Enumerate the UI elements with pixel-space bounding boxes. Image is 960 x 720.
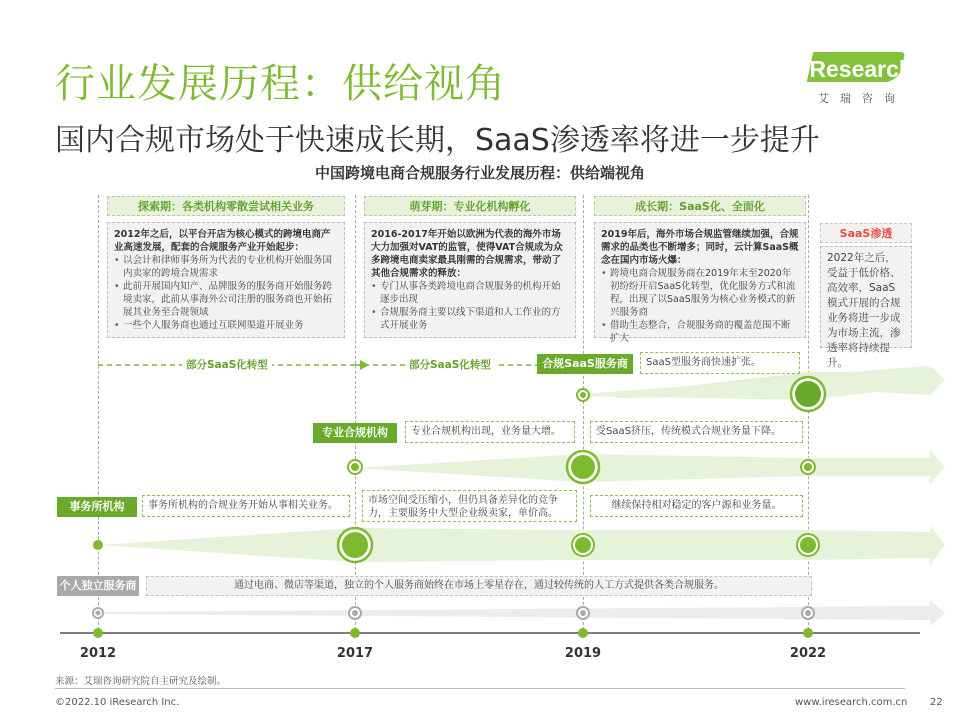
row-label-individual: 个人独立服务商: [57, 576, 139, 596]
note-firm-start: 事务所机构的合规业务开始从事相关业务。: [142, 495, 350, 517]
note-professional-decline: 受SaaS挤压，传统模式合规业务量下降。: [590, 421, 803, 443]
phase-bullet: • 以会计和律师事务所为代表的专业机构开始服务国内卖家的跨境合规需求: [114, 254, 338, 280]
row-label-saas-provider: 合规SaaS服务商: [537, 354, 633, 374]
copyright: ©2022.10 iResearch Inc.: [55, 697, 180, 708]
saas-penetration-label: SaaS渗透: [820, 223, 912, 243]
page-title: 行业发展历程：供给视角: [55, 61, 506, 107]
logo-text: iResearch: [803, 56, 913, 82]
saas-transition-label-2: 部分SaaS化转型: [405, 357, 495, 372]
phase-bullet: • 合规服务商主要以线下渠道和人工作业的方式开展业务: [371, 306, 569, 332]
band-professional: [355, 450, 945, 484]
phase-label-growth: 成长期：SaaS化、全面化: [594, 196, 806, 216]
year-label-2012: 2012: [79, 646, 117, 661]
axis-dot-2017: [350, 628, 360, 638]
phase-intro: 2019年后，海外市场合规监管继续加强，合规需求的品类也不断增多；同时，云计算SaaS概念在国内市场火爆：: [601, 229, 799, 266]
phase-intro: 2012年之后，以平台开店为核心模式的跨境电商产业高速发展，配套的合规服务产业开始起步：: [114, 229, 331, 253]
firm-dot-2012: [93, 540, 103, 550]
note-firm-compressed: 市场空间受压缩小，但仍具备差异化的竞争力，主要服务中大型企业级卖家，单价高。: [362, 490, 577, 522]
phase-bullet: • 此前开展国内知产、品牌服务的服务商开始服务跨境卖家，此前从事海外公司注册的服务商也开始拓展其业务至合规领域: [114, 280, 338, 319]
phase-bullet: • 借助生态整合，合规服务商的覆盖范围不断扩大: [601, 319, 799, 345]
year-label-2019: 2019: [564, 646, 602, 661]
phase-bullet: • 一些个人服务商也通过互联网渠道开展业务: [114, 319, 338, 332]
row-label-professional: 专业合规机构: [313, 423, 397, 443]
row-label-firm: 事务所机构: [57, 497, 137, 517]
page-number: 22: [930, 697, 943, 708]
phase-box-growth: [594, 222, 806, 344]
phase-intro: 2016-2017年开始以欧洲为代表的海外市场大力加强对VAT的监管，使得VAT合规成为众多跨境电商卖家最具刚需的合规需求，带动了其他合规需求的释放：: [371, 229, 563, 279]
note-firm-stable: 继续保持相对稳定的客户源和业务量。: [590, 495, 803, 517]
year-label-2017: 2017: [336, 646, 374, 661]
axis-dot-2019: [578, 628, 588, 638]
phase-box-germination: [364, 222, 576, 338]
phase-label-exploration: 探索期：各类机构零散尝试相关业务: [107, 196, 345, 216]
phase-label-germination: 萌芽期：专业化机构孵化: [364, 196, 576, 216]
page-subtitle: 国内合规市场处于快速成长期，SaaS渗透率将进一步提升: [55, 123, 820, 158]
logo-cn: 艾瑞咨询: [818, 92, 906, 105]
source-note: 来源：艾瑞咨询研究院自主研究及绘制。: [55, 676, 227, 687]
phase-bullet: • 专门从事各类跨境电商合规服务的机构开始逐步出现: [371, 280, 569, 306]
phase-box-exploration: [107, 222, 345, 338]
website-link[interactable]: www.iresearch.com.cn: [795, 697, 908, 708]
band-individual: [98, 600, 945, 626]
phase-bullet: • 跨境电商合规服务商在2019年末至2020年初纷纷开启SaaS化转型，优化服务方式和流程，出现了以SaaS服务为核心业务模式的新兴服务商: [601, 267, 799, 319]
footer-divider: [55, 688, 905, 689]
axis-dot-2012: [93, 628, 103, 638]
saas-penetration-box: 2022年之后，受益于低价格、高效率，SaaS模式开展的合规业务将进一步成为市场主流，渗透率将持续提升。: [820, 246, 912, 348]
axis-dot-2022: [803, 628, 813, 638]
diagram-title: 中国跨境电商合规服务行业发展历程：供给端视角: [314, 164, 645, 182]
saas-transition-label-1: 部分SaaS化转型: [182, 357, 272, 372]
note-saas-expansion: SaaS型服务商快速扩张。: [640, 352, 800, 374]
note-professional-emergence: 专业合规机构出现，业务量大增。: [405, 421, 575, 443]
year-label-2022: 2022: [789, 646, 827, 661]
note-individual: 通过电商、微店等渠道，独立的个人服务商始终在市场上零星存在，通过较传统的人工方式提供各类合规服务。: [146, 576, 812, 596]
